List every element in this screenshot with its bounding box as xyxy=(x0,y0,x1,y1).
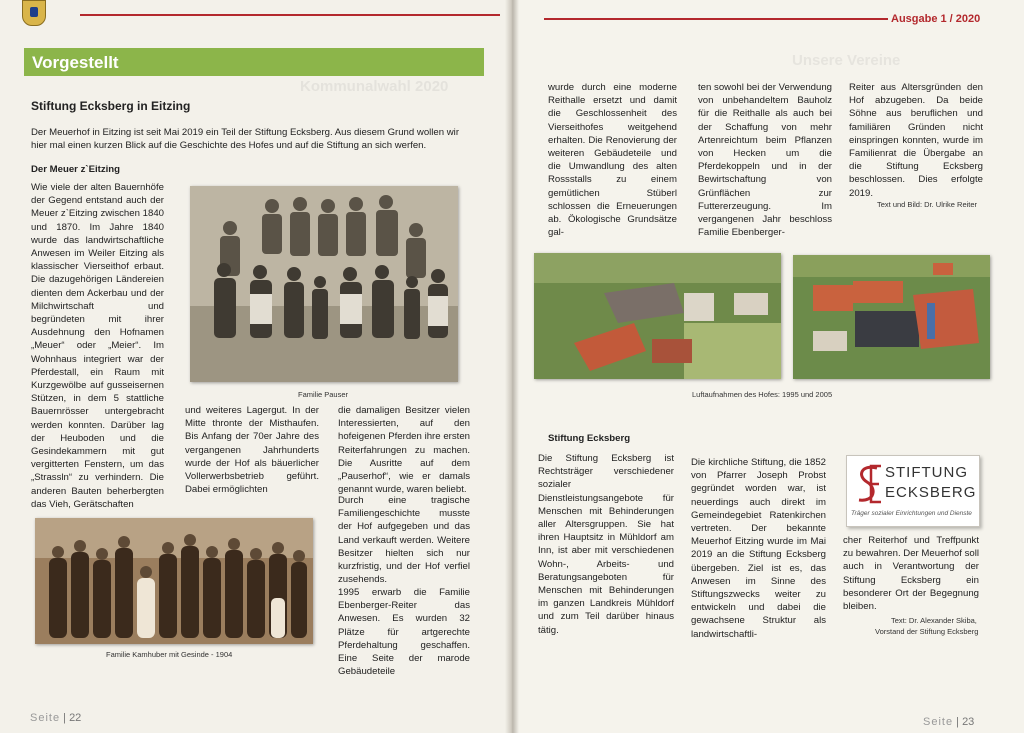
aerial-photo-2005 xyxy=(793,255,990,379)
stiftung-credit-name: Text: Dr. Alexander Skiba, xyxy=(891,616,977,625)
stiftung-column-3: cher Reiterhof und Treffpunkt zu bewahren. Der Meuerhof soll auch in Verantwortung der Stiftung Ecksberg ein besonderer Ort der Begegnung bleiben. xyxy=(843,535,979,613)
article-column-3-part-1: die damaligen Besitzer vielen Interessierten, auf den hofeigenen Pferden ihre ersten Reiterfahrungen zu machen. Die Ausritte auf dem „Pauserhof“, wie er damals genannt wurde, waren beliebt. xyxy=(338,405,470,496)
section-title: Vorgestellt xyxy=(32,53,119,72)
aerial-photo-1995 xyxy=(534,253,781,379)
family-pauser-caption: Familie Pauser xyxy=(298,390,349,399)
article-subhead: Der Meuer z`Eitzing xyxy=(31,164,121,175)
article-column-1: Wie viele der alten Bauernhöfe der Gegend entstand auch der Meuer z`Eitzing zwischen 1840 und 1870. Im Jahre 1840 wurde das landwirtschaftliche Anwesen im Weiler Eitzing als klassischer Vierseithof erbaut. Die dazugehörigen Ländereien dienten dem Ackerbau und der Milchwirtschaft und begründeten mit ihrer Ausdehnung den Hofnamen „Meuer“ oder „Meier“. Im Wohnhaus integriert war der Pferdestall, ein Raum mit Kurzgewölbe auf gusseisernen Stützen, in dem 5 stattliche Bauernrösser untergebracht werden konnten. Darüber lag der Heuboden und die Gesindekammern mit gut vergitterten Fenstern, um das „Strassln“ zu verhindern. Die anderen Bauten beherbergten das Vieh, Gerätschaften xyxy=(31,182,164,510)
logo-line-1: STIFTUNG xyxy=(885,464,968,481)
coat-of-arms-icon xyxy=(22,0,46,26)
issue-label: Ausgabe 1 / 2020 xyxy=(891,13,981,25)
page-num-right: 23 xyxy=(962,716,975,728)
stiftung-subhead: Stiftung Ecksberg xyxy=(548,433,631,444)
article-title: Stiftung Ecksberg in Eitzing xyxy=(31,99,191,113)
ecksberg-se-icon xyxy=(853,462,883,506)
section-banner xyxy=(24,48,484,76)
kamhuber-caption: Familie Kamhuber mit Gesinde - 1904 xyxy=(106,650,233,659)
article-column-4: wurde durch eine moderne Reithalle ersetzt und damit die Geschlossenheit des Vierseithofes weitgehend erhalten. Die Renovierung der weiteren Gebäudeteile und die Umwandlung des alten Rossstalls zu einem gemütlichen Stüberl schlossen die Erneuerungen ab. Ökologische Grundsätze gal- xyxy=(548,82,677,239)
right-page xyxy=(512,0,1024,733)
stiftung-column-2: Die kirchliche Stiftung, die 1852 von Pfarrer Joseph Probst gegründet worden war, ist neuerdings auch direkt im Gemeindegebiet Ratenkirchen vertreten. Der bekannte Meuerhof Eitzing wurde im Mai 2019 an die Stiftung Ecksberg übergeben. Ziel ist es, das Anwesen im Sinne des Stiftungszwecks weiter zu entwickeln und dabei die gewachsene Struktur als landwirtschaftli- xyxy=(691,457,826,640)
page-number-right: Seite | 23 xyxy=(923,716,975,728)
article-column-3-part-3: 1995 erwarb die Familie Ebenberger-Reiter das Anwesen. Es wurden 32 Plätze für artgerechte Pferdehaltung geschaffen. Eine Seite der marode Gebäudeteile xyxy=(338,587,470,678)
bleed-through-text-right: Unsere Vereine xyxy=(792,52,901,69)
logo-tagline: Träger sozialer Einrichtungen und Dienste xyxy=(851,510,972,517)
kamhuber-photo xyxy=(35,518,313,644)
logo-line-2: ECKSBERG xyxy=(885,484,977,501)
stiftung-ecksberg-logo xyxy=(846,455,980,527)
page-label-right: Seite xyxy=(923,716,954,728)
article-intro: Der Meuerhof in Eitzing ist seit Mai 2019 ein Teil der Stiftung Ecksberg. Aus diesem Grund wollen wir hier mal einen kurzen Blick auf die Geschichte des Hofes und auf die Stiftung an sich werfen. xyxy=(31,127,460,152)
header-rule-right xyxy=(544,18,888,20)
bleed-through-text: Kommunalwahl 2020 xyxy=(300,78,449,95)
article-column-6: Reiter aus Altersgründen den Hof abzugeben. Da beide Söhne aus beruflichen und familiären Gründen nicht einspringen konnten, wurde im Familienrat die Übergabe an die Stiftung Ecksberg beschlossen. Dies erfolgte 2019. xyxy=(849,82,983,199)
page-label-left: Seite xyxy=(30,712,61,724)
family-pauser-photo xyxy=(190,186,458,382)
stiftung-credit-role: Vorstand der Stiftung Ecksberg xyxy=(875,627,979,636)
aerial-caption: Luftaufnahmen des Hofes: 1995 und 2005 xyxy=(692,390,833,399)
header-rule xyxy=(80,14,500,16)
left-page xyxy=(0,0,510,733)
article-column-2: und weiteres Lagergut. In der Mitte thronte der Misthaufen. Bis Anfang der 70er Jahre des vergangenen Jahrhunderts wurde der Hof als bäuerlicher Vollerwerbsbetrieb geführt. Dabei ermöglichten xyxy=(185,405,319,496)
stiftung-column-1: Die Stiftung Ecksberg ist Rechtsträger verschiedener sozialer Dienstleistungsangebote für Menschen mit Behinderungen aller Altersgruppen. Sie hat ihren Hauptsitz in Mühldorf am Inn, ist aber mit verschiedenen Wohn-, Arbeits- und Beratungsangeboten für Menschen mit Behinderungen im ganzen Landkreis Mühldorf und zum Teil darüber hinaus tätig. xyxy=(538,453,674,636)
article-column-3-part-2: Durch eine tragische Familiengeschichte musste der Hof aufgegeben und das Land verkauft werden. Weitere Besitzer hielten sich nur kurzfristig, und der Hof verfiel zusehends. xyxy=(338,495,470,586)
page-number-left: Seite | 22 xyxy=(30,712,82,724)
page-gutter xyxy=(505,0,519,733)
page-num-left: 22 xyxy=(69,712,82,724)
article-credit: Text und Bild: Dr. Ulrike Reiter xyxy=(877,200,978,209)
article-column-5: ten sowohl bei der Verwendung von unbehandeltem Bauholz für die Reithalle als auch bei der Schaffung von mehr Artenreichtum beim Pflanzen von Hecken um die Pferdekoppeln und in der Bewirtschaftung von Grünflächen zur Futtererzeugung. Im vergangenen Jahr beschloss Familie Ebenberger- xyxy=(698,82,832,239)
